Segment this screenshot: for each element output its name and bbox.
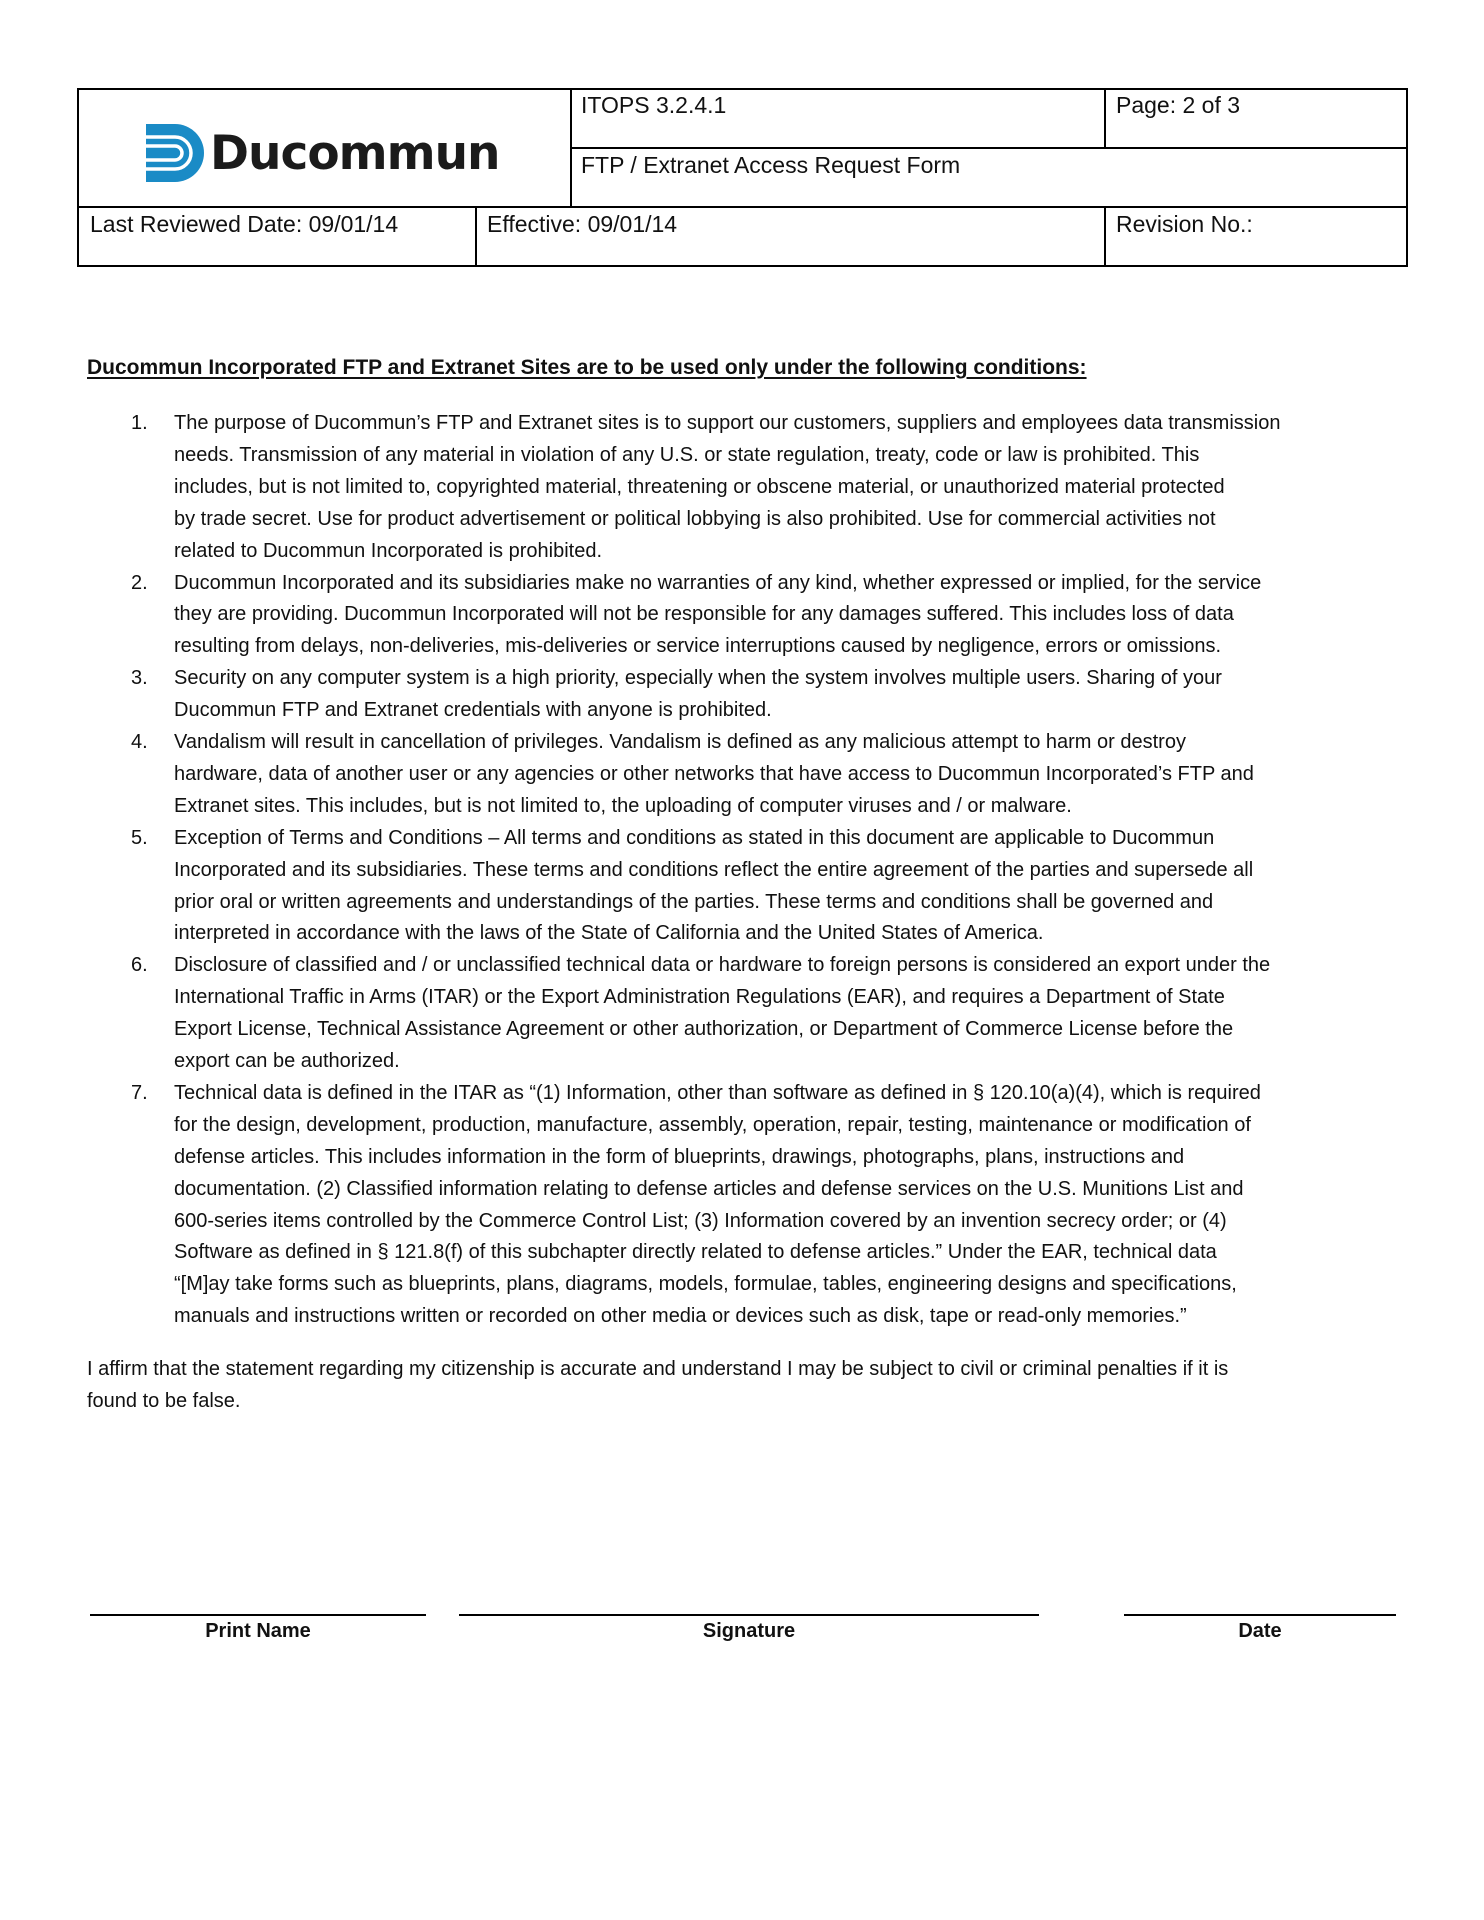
condition-number: 2. [131,571,148,594]
ducommun-d-icon [146,124,204,182]
condition-text-line: hardware, data of another user or any agencies or other networks that have access to Ducommun Incorporated’s FTP and [174,762,1254,785]
condition-text-line: prior oral or written agreements and understandings of the parties. These terms and conditions shall be governed and [174,890,1214,913]
condition-text-line: 600-series items controlled by the Commerce Control List; (3) Information covered by an invention secrecy order; or (4) [174,1209,1227,1232]
condition-text-line: manuals and instructions written or recorded on other media or devices such as disk, tape or read-only memories.” [174,1305,1187,1328]
condition-text-line: by trade secret. Use for product advertisement or political lobbying is also prohibited. Use for commercial activities not [174,507,1216,530]
condition-number: 7. [131,1081,148,1104]
header-divider [1104,207,1106,267]
print-name-label: Print Name [205,1620,311,1642]
condition-number: 4. [131,731,148,753]
condition-text-line: Security on any computer system is a high priority, especially when the system involves multiple users. Sharing of your [174,667,1222,690]
condition-text-line: export can be authorized. [174,1050,400,1072]
affirmation-line: found to be false. [87,1390,241,1412]
condition-text-line: they are providing. Ducommun Incorporated will not be responsible for any damages suffered. This includes loss of data [174,603,1234,626]
condition-text-line: International Traffic in Arms (ITAR) or the Export Administration Regulations (EAR), and requires a Department of State [174,986,1225,1009]
condition-text-line: Ducommun Incorporated and its subsidiaries make no warranties of any kind, whether expressed or implied, for the service [174,571,1262,594]
date-label: Date [1238,1620,1282,1642]
condition-number: 1. [131,412,148,434]
condition-text-line: interpreted in accordance with the laws of the State of California and the United States of America. [174,922,1044,945]
page-number: Page: 2 of 3 [1116,92,1241,118]
condition-text-line: Ducommun FTP and Extranet credentials with anyone is prohibited. [174,699,772,722]
condition-text-line: resulting from delays, non-deliveries, mis-deliveries or service interruptions caused by negligence, errors or omissions. [174,635,1222,658]
condition-text-line: needs. Transmission of any material in violation of any U.S. or state regulation, treaty, code or law is prohibited. This [174,443,1200,466]
affirmation-line: I affirm that the statement regarding my citizenship is accurate and understand I may be subject to civil or criminal penalties if it is [87,1358,1229,1380]
print-name-field[interactable] [90,1614,426,1616]
header-divider [570,147,1408,149]
condition-text-line: Software as defined in § 121.8(f) of this subchapter directly related to defense articles.” Under the EAR, technical data [174,1241,1217,1264]
effective-date: Effective: 09/01/14 [487,211,678,237]
condition-text-line: includes, but is not limited to, copyrighted material, threatening or obscene material, or unauthorized material protected [174,475,1225,498]
condition-text-line: The purpose of Ducommun’s FTP and Extranet sites is to support our customers, suppliers and employees data transmission [174,412,1281,434]
signature-field[interactable] [459,1614,1039,1616]
condition-text-line: Technical data is defined in the ITAR as “(1) Information, other than software as defined in § 120.10(a)(4), which is required [174,1081,1261,1104]
header-divider [1104,88,1106,148]
condition-text-line: related to Ducommun Incorporated is prohibited. [174,539,603,562]
date-field[interactable] [1124,1614,1396,1616]
company-logo [146,124,500,182]
condition-text-line: Extranet sites. This includes, but is not limited to, the uploading of computer viruses and / or malware. [174,794,1072,817]
company-wordmark: Ducommun [210,125,500,181]
header-divider [475,207,477,267]
condition-text-line: documentation. (2) Classified information relating to defense articles and defense services on the U.S. Munitions List and [174,1177,1244,1200]
condition-text-line: Exception of Terms and Conditions – All terms and conditions as stated in this document are applicable to Ducommun [174,826,1215,849]
header-divider [77,206,1408,208]
condition-text-line: “[M]ay take forms such as blueprints, plans, diagrams, models, formulae, tables, engineering designs and specifications, [174,1273,1237,1296]
condition-text-line: Incorporated and its subsidiaries. These terms and conditions reflect the entire agreement of the parties and supersede all [174,858,1254,881]
condition-text-line: for the design, development, production, manufacture, assembly, operation, repair, testing, maintenance or modification of [174,1113,1251,1136]
conditions-heading: Ducommun Incorporated FTP and Extranet Sites are to be used only under the following conditions: [87,356,1087,379]
condition-text-line: Vandalism will result in cancellation of privileges. Vandalism is defined as any malicious attempt to harm or destroy [174,731,1186,753]
condition-text-line: Export License, Technical Assistance Agreement or other authorization, or Department of Commerce License before the [174,1018,1234,1041]
last-reviewed-date: Last Reviewed Date: 09/01/14 [90,211,399,237]
condition-text-line: defense articles. This includes information in the form of blueprints, drawings, photographs, plans, instructions and [174,1145,1185,1168]
form-title: FTP / Extranet Access Request Form [581,152,961,178]
revision-number: Revision No.: [1116,211,1253,237]
condition-text-line: Disclosure of classified and / or unclassified technical data or hardware to foreign persons is considered an export under the [174,954,1271,977]
condition-number: 5. [131,826,148,849]
doc-code: ITOPS 3.2.4.1 [581,92,727,118]
signature-label: Signature [702,1620,796,1642]
condition-number: 3. [131,667,148,690]
condition-number: 6. [131,954,148,977]
